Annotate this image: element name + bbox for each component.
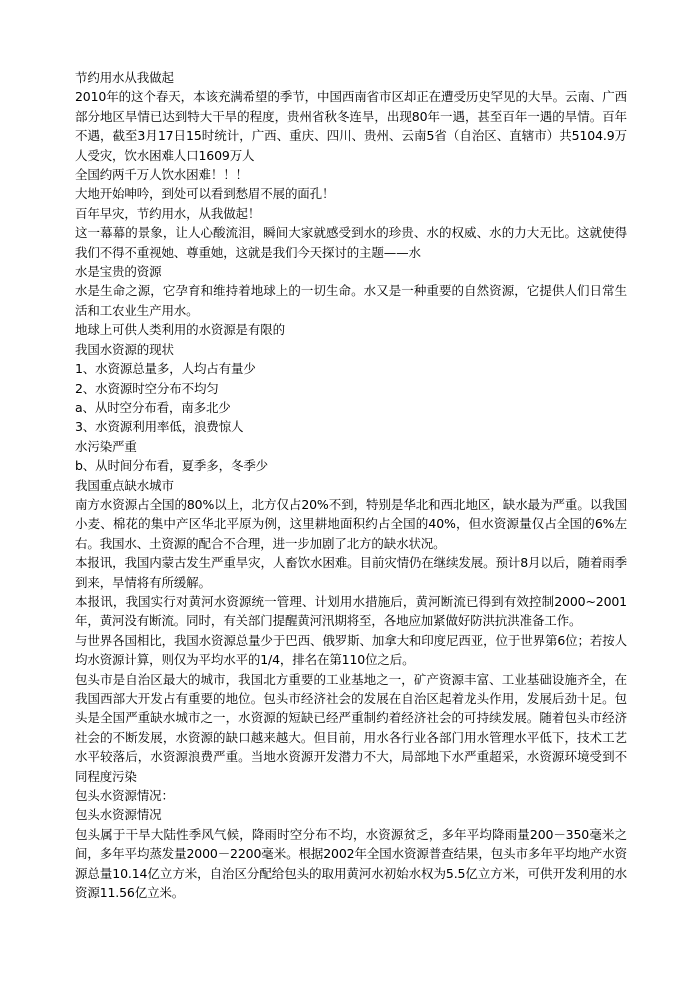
section-heading: 包头水资源情况：: [75, 788, 174, 804]
paragraph-news-yellow-river: 本报讯，我国实行对黄河水资源统一管理、计划用水措施后，黄河断流已得到有效控制2000~2001年，黄河没有断流。同时，有关部门提醒黄河汛期将至，各地应加紧做好防洪抗洪准备工作。: [75, 593, 627, 629]
paragraph-drought-intro: 2010年的这个春天，本该充满希望的季节，中国西南省市区却正在遭受历史罕见的大旱。云南、广西部分地区旱情已达到特大干旱的程度，贵州省秋冬连旱，出现80年一遇，甚至百年一遇的旱情。百年不遇，截至3月17日15时统计，广西、重庆、四川、贵州、云南5省（自治区、直辖市）共5104.9万人受灾，饮水困难人口1609万人: [75, 89, 627, 163]
document-title: 节约用水从我做起: [75, 70, 174, 85]
list-item: b、从时间分布看，夏季多，冬季少: [75, 458, 269, 474]
paragraph-north-south: 南方水资源占全国的80%以上，北方仅占20%不到，特别是华北和西北地区，缺水最为严重。以我国小麦、棉花的集中产区华北平原为例，这里耕地面积约占全国的40%，但水资源量仅占全国的6%左右。我国水、土资源的配合不合理，进一步加剧了北方的缺水状况。: [75, 496, 627, 551]
paragraph-baotou: 包头市是自治区最大的城市，我国北方重要的工业基地之一，矿产资源丰富、工业基础设施齐全，在我国西部大开发占有重要的地位。包头市经济社会的发展在自治区起着龙头作用，发展后劲十足。包头是全国严重缺水城市之一，水资源的短缺已经严重制约着经济社会的可持续发展。随着包头市经济社会的不断发展，水资源的缺口越来越大。但目前，用水各行业各部门用水管理水平低下，技术工艺水平较落后，水资源浪费严重。当地水资源开发潜力不大，局部地下水严重超采，水资源环境受到不同程度污染: [75, 671, 627, 784]
list-item: 2、水资源时空分布不均匀: [75, 380, 219, 396]
paragraph-news-drought: 本报讯，我国内蒙古发生严重旱灾，人畜饮水困难。目前灾情仍在继续发展。预计8月以后，随着雨季到来，旱情将有所缓解。: [75, 555, 627, 590]
paragraph-line: 大地开始呻吟，到处可以看到愁眉不展的面孔！: [75, 186, 335, 202]
section-heading: 水是宝贵的资源: [75, 264, 162, 280]
list-item: 1、水资源总量多，人均占有量少: [75, 361, 256, 377]
list-item: a、从时空分布看，南多北少: [75, 399, 231, 415]
section-heading: 包头水资源情况: [75, 807, 162, 823]
paragraph-baotou-water: 包头属于干旱大陆性季风气候，降雨时空分布不均，水资源贫乏，多年平均降雨量200－350毫米之间，多年平均蒸发量2000－2200毫米。根据2002年全国水资源普查结果，包头市多年平均地产水资源总量10.14亿立方米，自治区分配给包头的取用黄河水初始水权为5.5亿立方米，可供开发利用的水资源11.56亿立米。: [75, 826, 627, 901]
paragraph-line: 地球上可供人类利用的水资源是有限的: [75, 322, 285, 338]
paragraph-line: 百年早灾，节约用水，从我做起！: [75, 205, 261, 221]
section-heading: 水污染严重: [75, 438, 137, 454]
paragraph-scene: 这一幕幕的景象，让人心酸流泪，瞬间大家就感受到水的珍贵、水的权威、水的力大无比。这就使得我们不得不重视她、尊重她，这就是我们今天探讨的主题——水: [75, 225, 627, 260]
paragraph-world-comparison: 与世界各国相比，我国水资源总量少于巴西、俄罗斯、加拿大和印度尼西亚，位于世界第6位；若按人均水资源计算，则仅为平均水平的1/4，排名在第110位之后。: [75, 632, 627, 668]
section-heading: 我国水资源的现状: [75, 341, 174, 357]
list-item: 3、水资源利用率低，浪费惊人: [75, 419, 244, 435]
document-body: [75, 68, 627, 902]
paragraph-line: 全国约两千万人饮水困难！！！: [75, 167, 248, 183]
paragraph-water-life: 水是生命之源，它孕育和维持着地球上的一切生命。水又是一种重要的自然资源，它提供人们日常生活和工农业生产用水。: [75, 283, 627, 318]
section-heading: 我国重点缺水城市: [75, 477, 174, 493]
